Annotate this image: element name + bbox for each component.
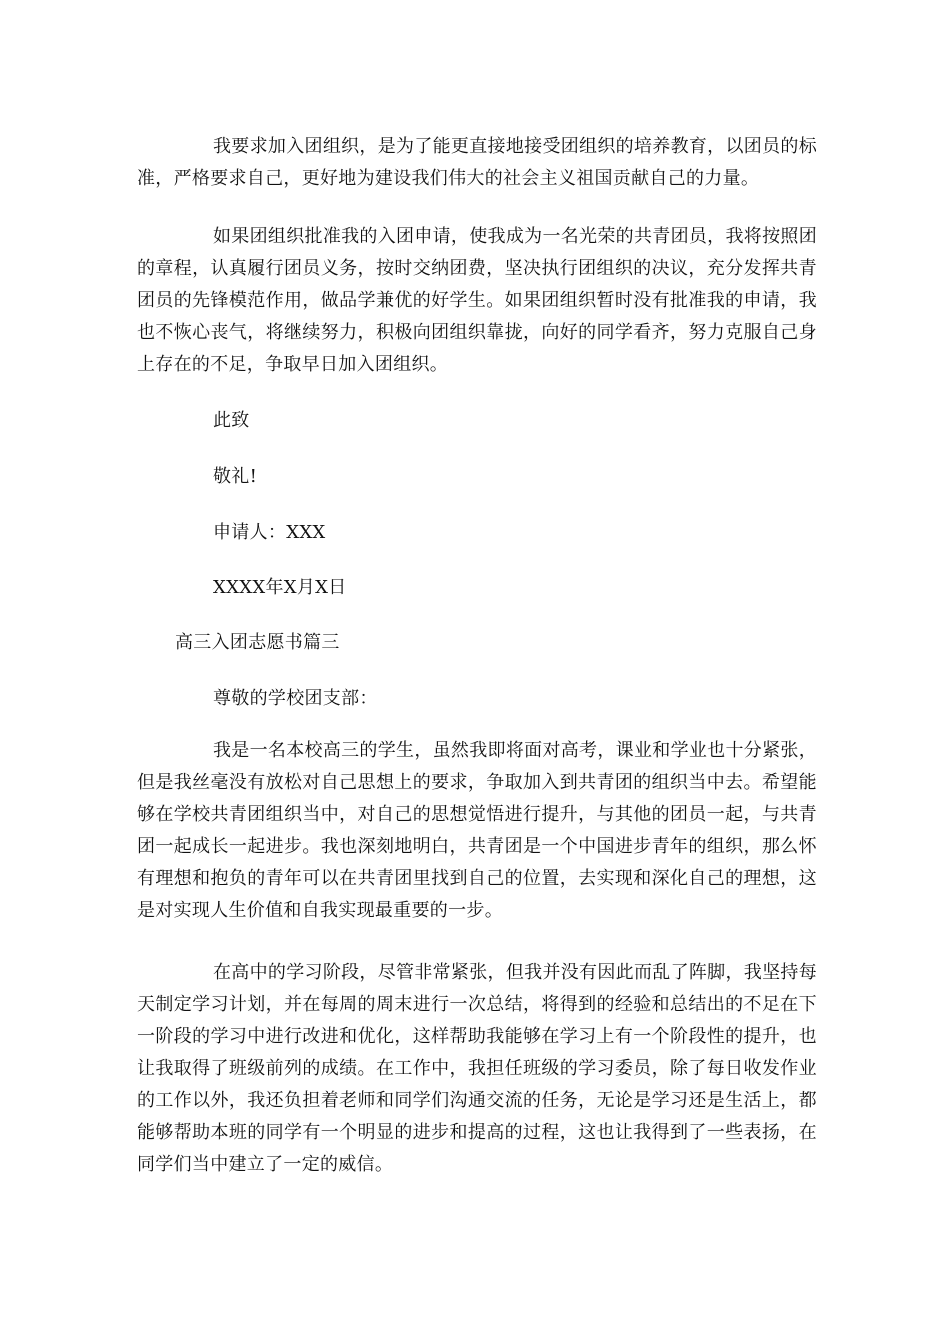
paragraph-1: 我要求加入团组织，是为了能更直接地接受团组织的培养教育，以团员的标准，严格要求自己，更好地为建设我们伟大的社会主义祖国贡献自己的力量。	[137, 136, 817, 189]
paragraph-4: 在高中的学习阶段，尽管非常紧张，但我并没有因此而乱了阵脚，我坚持每天制定学习计划，并在每周的周末进行一次总结，将得到的经验和总结出的不足在下一阶段的学习中进行改进和优化，这样帮助我能够在学习上有一个阶段性的提升，也让我取得了班级前列的成绩。在工作中，我担任班级的学习委员，除了每日收发作业的工作以外，我还负担着老师和同学们沟通交流的任务，无论是学习还是生活上，都能够帮助本班的同学有一个明显的进步和提高的过程，这也让我得到了一些表扬，在同学们当中建立了一定的威信。	[137, 962, 817, 1175]
paragraph-3: 我是一名本校高三的学生，虽然我即将面对高考，课业和学业也十分紧张，但是我丝毫没有放松对自己思想上的要求，争取加入到共青团的组织当中去。希望能够在学校共青团组织当中，对自己的思想觉悟进行提升，与其他的团员一起，与共青团一起成长一起进步。我也深刻地明白，共青团是一个中国进步青年的组织，那么怀有理想和抱负的青年可以在共青团里找到自己的位置，去实现和深化自己的理想，这是对实现人生价值和自我实现最重要的一步。	[137, 740, 817, 921]
salutation: 尊敬的学校团支部：	[213, 688, 378, 709]
section-title: 高三入团志愿书篇三	[175, 632, 340, 653]
paragraph-2: 如果团组织批准我的入团申请，使我成为一名光荣的共青团员，我将按照团的章程，认真履行团员义务，按时交纳团费，坚决执行团组织的决议，充分发挥共青团员的先锋模范作用，做品学兼优的好学生。如果团组织暂时没有批准我的申请，我也不恢心丧气，将继续努力，积极向团组织靠拢，向好的同学看齐，努力克服自己身上存在的不足，争取早日加入团组织。	[137, 226, 817, 375]
closing-salutation: 此致	[213, 410, 250, 431]
applicant-signature: 申请人：XXX	[213, 522, 326, 543]
application-date: XXXX年X月X日	[213, 577, 347, 598]
closing-regards: 敬礼!	[213, 466, 258, 487]
